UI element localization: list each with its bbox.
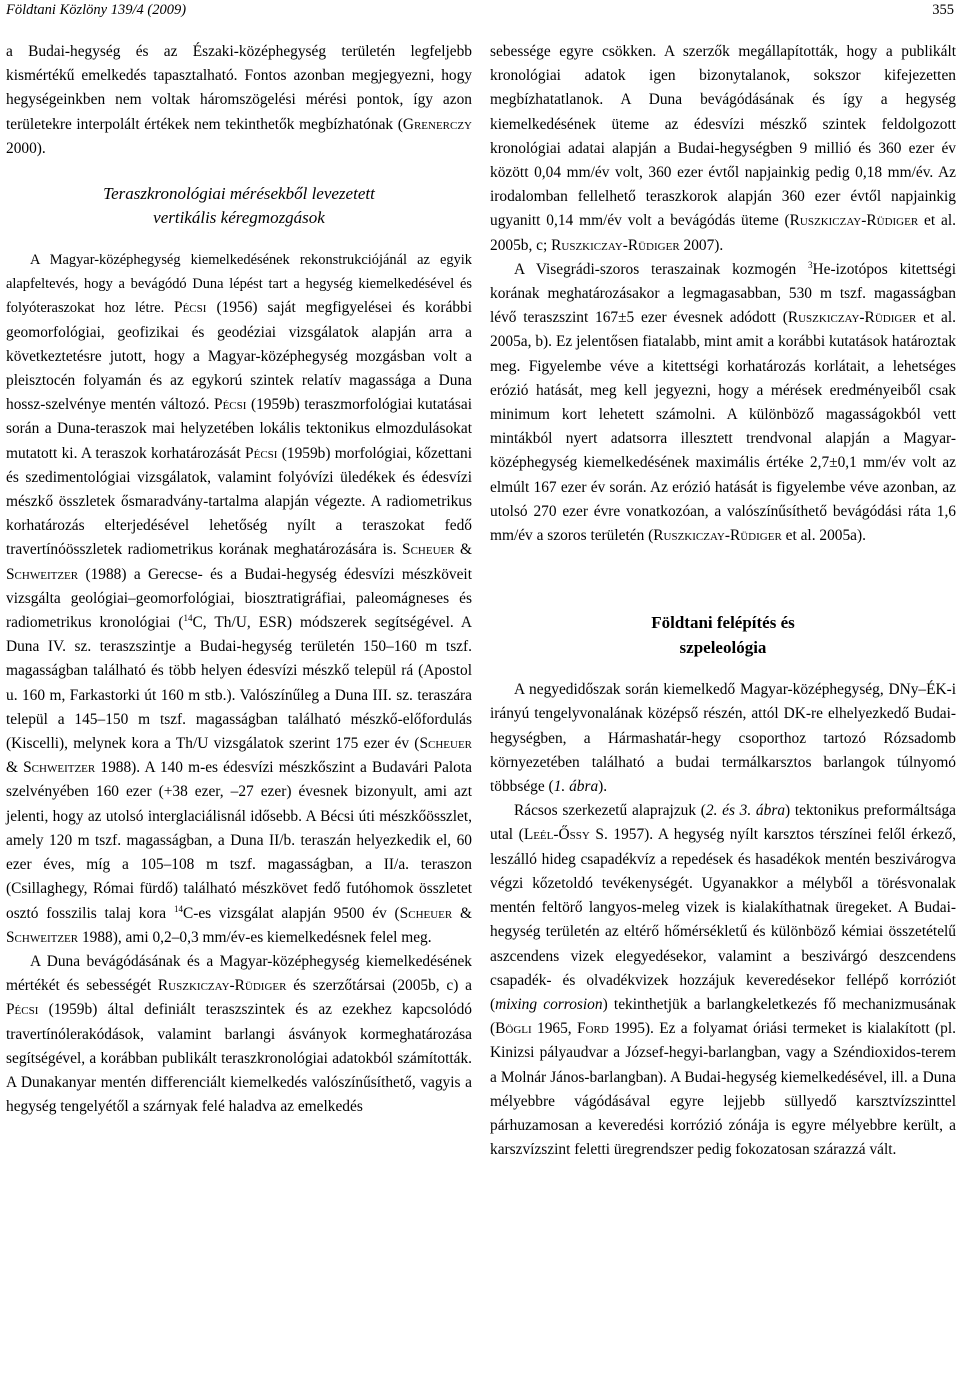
right-column	[490, 40, 956, 1162]
paragraph: A Magyar-középhegység kiemelkedésének rekonstrukciójánál az egyik alapfeltevés, hogy a bevágódó Duna lépést tart a hegység kiemelkedésével és folyóteraszokat hoz létre. Pécsi (1956) saját megfigyelései és korábbi geomorfológiai, geofizikai és geodéziai vizsgálatok alapján arra a következtetésre jutott, hogy a Magyar-középhegység mozgásban volt a pleisztocén folyamán és az egykorú szintek relatív magassága a Duna hossz-szelvénye mentén változó. Pécsi (1959b) teraszmorfológiai kutatásai során a Duna-teraszok mai helyzetében lokális tektonikus elmozdulásokat mutatott ki. A teraszok korhatározását Pécsi (1959b) morfológiai, kőzettani és szedimentológiai vizsgálatok, valamint folyóvízi üledékek és édesvízi mészkő összletek ősmaradvány-tartalma alapján végezte. A radiometrikus korhatározás elterjedésével lehetőség nyílt a teraszokat fedő travertínóösszletek radiometrikus korának meghatározására is. Scheuer & Schweitzer (1988) a Gerecse- és a Budai-hegység édesvízi mészköveit vizsgálta geológiai–geomorfológiai, biosztratigráfiai, paleomágneses és radiometrikus kronológiai ($^{14}$C, Th/U, ESR) módszerek segítségével. A Duna IV. sz. teraszszintje a Budai-hegység területén 150–160 m tszf. magasságban található és több helyen édesvízi mészkő települ rá (Apostol u. 160 m, Farkastorki út 160 m stb.). Valószínűleg a Duna III. sz. teraszára települ a 145–150 m tszf. magasságban található mészkő-előfordulás (Kiscelli), melynek kora a Th/U vizsgálatok szerint 175 ezer év (Scheuer & Schweitzer 1988). A 140 m-es édesvízi mészkőszint a Budavári Palota szelvényében 160 ezer (+38 ezer, –27 ezer) évesnek bizonyult, ami azt jelenti, hogy az utolsó interglaciálisnál idősebb. A Bécsi úti mészkőösszlet, amely 120 m tszf. magasságban, a Duna II/b. teraszán helyezkedik el, 60 ezer éves, míg a 105–108 m tszf. magasságban, a II/a. teraszon (Csillaghegy, Római fürdő) található mészkövet fedő futóhomok összletet osztó fosszilis talaj kora $^{14}$C-es vizsgálat alapján 9500 év (Scheuer & Schweitzer 1988), ami 0,2–0,3 mm/év-es kiemelkedésnek felel meg.	[6, 252, 473, 946]
paragraph: A negyedidőszak során kiemelkedő Magyar-középhegység, DNy–ÉK-i irányú tengelyvonalának középső részén, attól DK-re elhelyezkedő Budai-hegységben, a Hármashatár-hegy csoporthoz tartozó Rózsadomb környezetében található a budai termálkarsztos barlangok túlnyomó többsége (1. ábra).	[490, 681, 956, 796]
page-header	[6, 0, 954, 22]
page-number: 355	[932, 2, 954, 18]
paragraph: Rácsos szerkezetű alaprajzuk (2. és 3. ábra) tektonikus preformáltsága utal (Leél-Őssy S. 1957). A hegység nyílt karsztos térszínei felől érkező, leszálló hideg csapadékvíz a repedések és hasadékok mentén beszivárogva végzi kőzetoldó tevékenységét. Ugyanakkor a mélyből a törésvonalak mentén feltörő langyos-meleg vizek is kialakíthatnak üregeket. A Budai-hegység területén az eltérő hőmérsékletű és különböző kémiai összetételű aszcendens vizek elegyedésekor, valamint a beszivárgó deszcendens csapadék- és olvadékvizek hozzájuk keveredésekor fellépő korróziót (mixing corrosion) tekinthetjük a barlangkeletkezés fő mechanizmusának (Bögli 1965, Ford 1995). Ez a folyamat óriási termeket is kialakított (pl. Kinizsi pályaudvar a József-hegyi-barlangban, vagy a Széndioxidos-terem a Molnár János-barlangban). A Budai-hegység kiemelkedésével, ill. a Duna mélyebbre vágódásával egyre lejjebb süllyedő karsztvízszinttel párhuzamosan a keveredési korrózió zónája is egyre mélyebbre került, a karszvízszint feletti üregrendszer pedig fokozatosan szárazzá vált.	[490, 802, 957, 1159]
paragraph: A Duna bevágódásának és a Magyar-középhegység kiemelkedésének mértékét és sebességét Ruszkiczay-Rüdiger és szerzőtársai (2005b, c) a Pécsi (1959b) által definiált teraszszintek és az ezekhez kapcsolódó travertínólerakódások, valamint barlangi ásványok kormeghatározása segítségével, a korábban publikált teraszkronológiai adatokból számították. A Dunakanyar mentén differenciált kiemelkedés valószínűsíthető, vagyis a hegység tengelyétől a szárnyak felé haladva az emelkedés	[6, 952, 472, 1116]
section-title: Teraszkronológiai mérésekből levezetett vertikális kéregmozgások	[103, 184, 375, 228]
paragraph: sebessége egyre csökken. A szerzők megállapították, hogy a publikált kronológiai adatok igen bizonytalanok, sokszor kifejezetten megbízhatatlanok. A Duna bevágódásának és így a hegység kiemelkedésének üteme az édesvízi mészkő szintek feldolgozott kronológiai adatai alapján a Budai-hegységben 9 millió és 360 ezer év között 0,04 mm/év volt, 360 ezer évtől napjainkig pedig 0,18 mm/év. Az irodalomban fellelhető teraszkorok alapján 360 ezer évtől napjainkig ugyanitt 0,14 mm/év volt a bevágódás üteme (Ruszkiczay-Rüdiger et al. 2005b, c; Ruszkiczay-Rüdiger 2007).	[490, 43, 956, 254]
paragraph: A Visegrádi-szoros teraszainak kozmogén $^3$He-izotópos kitettségi korának meghatározásakor a legmagasabban, 530 m tszf. magasságban lévő teraszszint 167±5 ezer évesnek adódott (Ruszkiczay-Rüdiger et al. 2005a, b). Ez jelentősen fiatalabb, mint amit a korábbi kutatások határoztak meg. Figyelembe véve a kitettségi korhatározás korlátait, a lehetséges erózió hatását, meg kell jegyezni, hogy a mérések eredményeiből csak minimum kort lehetett számolni. A különböző magasságokból vett mintákból nyert adatsorra illesztett trendvonal alapján a Magyar-középhegység kiemelkedésének maximális értéke 2,7±0,1 mm/év volt az elmúlt 167 ezer év során. Az erózió hatását is figyelembe véve azonban, az utolsó 270 ezer évre vonatkozóan, a valószínűsíthető bevágódási ráta 1,6 mm/év a szoros területén (Ruszkiczay-Rüdiger et al. 2005a).	[490, 259, 956, 545]
citation: Grenerczy	[402, 115, 472, 133]
paragraph: a Budai-hegység és az Északi-középhegység területén legfeljebb kismértékű emelkedés tapasztalható. Fontos azonban megjegyezni, hogy hegységeinkben nem voltak háromszögelési mérési pontok, így azon területekre interpolált értékek nem tekinthetők megbízhatónak (Grenerczy 2000).	[6, 43, 472, 157]
journal-title: Földtani Közlöny 139/4 (2009)	[6, 2, 187, 18]
left-column	[6, 40, 472, 1119]
section-title: Földtani felépítés és szpeleológia	[651, 613, 795, 658]
